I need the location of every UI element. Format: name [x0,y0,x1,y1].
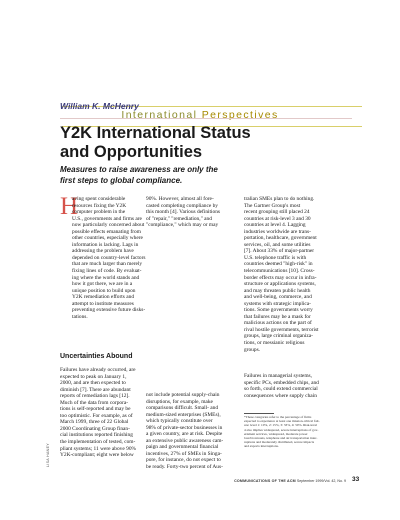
text-line: portation, healthcare, government [244,235,317,242]
text-line: rival hostile governments, terrorist [244,326,319,333]
text-line: Failures have already occurred, are [60,367,136,373]
text-line: 4 also implies widespread, severe interruptions of gov- [244,427,319,432]
text-line: malicious actions on the part of [244,320,312,327]
column-2-bottom [146,392,238,471]
text-line: of "repair," "remediation," and [146,215,212,222]
text-line: Y2K-compliant; eight were below [60,452,134,459]
text-line: depended on country-level factors [72,254,146,261]
text-line: not include potential supply-chain [146,392,220,398]
footnote [244,415,342,449]
text-line: the implementation of tested, com- [60,439,136,446]
text-line: preventing extensive future disks- [72,307,146,314]
text-line: be ready. Forty-two percent of Aus- [146,464,223,471]
title-line: and Opportunities [60,142,203,161]
text-line: groups. [244,346,261,353]
text-line: ernment services, widespread, moderate power [244,431,308,436]
text-line: and well-being, commerce, and [244,294,312,301]
text-line: attempt to institute measures [72,300,134,307]
text-line: tions, or messianic religious [244,340,305,347]
running-footer [196,479,346,483]
text-line: consequences where supply chain [244,392,317,399]
text-line: U.S. telephone traffic is with [244,254,307,261]
text-line: computer problem in the [72,209,126,216]
text-line: diminish [7]. There are abundant [60,386,131,393]
text-line: aving spent considerable [72,196,126,202]
text-line: recent grouping still placed 24 [244,209,310,216]
text-line: services, oil, and some utilities [244,241,311,248]
text-line: a given country, are at risk. Despite [146,431,223,438]
title-line: Y2K International Status [60,124,251,142]
author-rule [60,118,352,119]
footnote-rule [244,413,274,414]
column-3-top [244,196,340,353]
page-number: 33 [352,476,360,483]
text-line: how it got there, we are in a [72,281,133,288]
text-line: tralian SMEs plan to do nothing. [244,196,315,202]
text-line: disruptions, for example, make [146,398,213,405]
section-title-part2: Perspectives [201,109,279,121]
text-line: ruptions and moderately distributed, severe impacts [244,440,315,445]
text-line: Failures in managerial systems, [244,373,312,379]
text-line: that are much larger than merely [72,261,143,268]
text-line: fixing lines of code. By evaluat- [72,268,142,275]
text-line: possible effects emanating from [72,228,141,235]
text-line: pore, for instance, do not expect to [146,457,221,464]
text-line: addressing the problem have [72,248,134,255]
column-2-top [146,196,238,229]
text-line: information is lacking. Lags in [72,241,139,248]
text-line: March 1999, three of 22 Global [60,419,129,426]
text-line: now particularly concerned about [72,222,145,229]
issue-info: September 1999/Vol. 42, No. 9 [296,479,346,483]
text-line: too optimistic. For example, as of [60,412,133,419]
text-line: this month [4]. Various definitions [146,209,221,216]
text-line: industries worldwide are trans- [244,228,311,235]
article-title [60,124,360,161]
text-line: Y2K remediation efforts and [72,294,135,301]
text-line: 90%. However, almost all fore- [146,196,214,202]
text-line: groups, large criminal organiza- [244,333,313,340]
text-line: ing where the world stands and [72,274,140,281]
text-line: reports of remediation lags [12]. [60,393,130,400]
column-3-bottom [244,373,340,399]
text-line: unique position to build upon [72,287,136,294]
text-line: tions. Some governments worry [244,307,313,314]
journal-name: COMMUNICATIONS OF THE ACM [234,479,296,483]
text-line: 2000, and are then expected to [60,380,126,387]
text-line: Much of the data from corpora- [60,399,129,406]
text-line: cial institutions reported finishing [60,432,133,439]
text-line: countries at risk-level 3 and 30 [244,215,311,222]
column-1-intro [72,196,146,320]
author-byline: William K. McHenry [60,101,139,111]
text-line: specific PCs, embedded chips, and [244,379,319,386]
text-line: countries at level 4. Lagging [244,222,306,229]
section-title-part1: International [121,109,198,121]
text-line: ure: level 1: 10%, 2: 15%, 3: 33%, 4: 50%. Risk-level [244,423,318,428]
text-line: *These categories refer to the percentage of firms [244,415,312,419]
text-line: an extensive public awareness cam- [146,437,224,444]
text-line: telecommunications [10]. Cross- [244,268,315,275]
text-line: medium-sized enterprises (SMEs), [146,411,221,418]
text-line: countries deemed "high-risk" in [244,261,313,268]
text-line: The Gartner Group's most [244,202,301,209]
text-line: comparisons difficult. Small- and [146,405,219,412]
illustration-credit: LISA HANEY [46,443,50,467]
text-line: systems with strategic implica- [244,300,311,307]
text-line: expected to experience at least one mission-critical fail- [244,419,320,424]
text-line: structure or applications systems, [244,281,316,288]
text-line: other countries, especially where [72,235,143,242]
text-line: pliant systems; 11 were above 90% [60,445,137,452]
text-line: that failures may be a mask for [244,313,311,320]
text-line: paign and governmental financial [146,444,219,451]
text-line: "compliance," which may or may [146,222,219,229]
section-subhead: Uncertainties Abound [60,353,133,360]
text-line: resources fixing the Y2K [72,202,127,209]
subtitle-line: first steps to global compliance. [60,175,183,185]
text-line: incentives, 27% of SMEs in Singa- [146,450,222,457]
text-line: 98% of private-sector businesses in [146,424,223,431]
column-1-body [60,367,140,459]
text-line: tions is self-reported and may be [60,406,131,413]
text-line: U.S., governments and firms are [72,215,142,222]
text-line: expected to peak on January 1, [60,373,127,380]
text-line: so forth, could extend commercial [244,386,318,393]
text-line: border effects may occur in infra- [244,274,317,281]
text-line: tations. [72,313,88,320]
article-subtitle [60,165,360,186]
text-line: casted completing compliance by [146,202,218,209]
text-line: which typically constitute over [146,418,213,425]
drop-cap: H [60,193,79,220]
text-line: [7]. About 33% of major-partner [244,248,315,255]
text-line: and may threaten public health [244,287,311,294]
subtitle-line: Measures to raise awareness are only the [60,165,218,174]
text-line: and exports interruptions. [244,444,279,449]
text-line: loss/brownouts, telephone and air transportation inter- [244,435,318,440]
text-line: 2000 Coordinating Group finan- [60,425,130,432]
